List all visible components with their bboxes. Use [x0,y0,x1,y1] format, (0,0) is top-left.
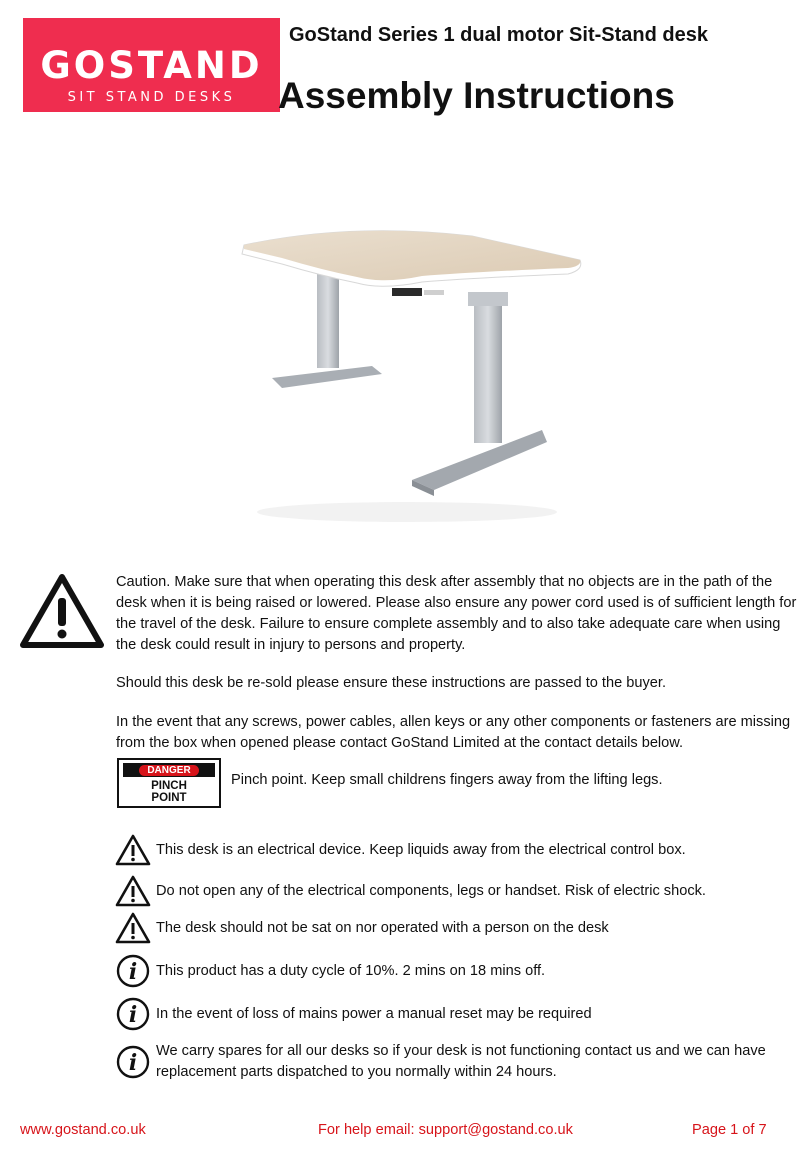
notice-text: We carry spares for all our desks so if your desk is not functioning contact us and we can have replacement parts dispatched to you normally within 24 hours. [156,1043,766,1080]
notice-manual-reset [115,997,592,1031]
notice-text: This desk is an electrical device. Keep liquids away from the electrical control box. [156,842,686,858]
notice-text: Do not open any of the electrical components, legs or handset. Risk of electric shock. [156,883,706,899]
warning-triangle-icon [115,912,151,944]
svg-text:i: i [128,1002,138,1028]
danger-line-2: POINT [151,792,187,804]
pinch-point-text: Pinch point. Keep small childrens fingers away from the lifting legs. [231,772,663,788]
danger-line-1: PINCH [151,780,187,792]
info-circle-icon [115,954,151,988]
caution-text: Caution. Make sure that when operating this desk after assembly that no objects are in the path of the desk when it is being raised or lowered. Please also ensure any power cord used is of sufficient length for the travel of the desk. Failure to ensure complete assembly and to also take adequate care when using the desk could result in injury to persons and property. [116,574,797,653]
notice-text: The desk should not be sat on nor operated with a person on the desk [156,920,609,936]
desk-photo [172,150,642,550]
notice-text: In the event of loss of mains power a manual reset may be required [156,1006,592,1022]
notice-sitting [115,912,609,944]
resold-text: Should this desk be re-sold please ensure these instructions are passed to the buyer. [116,675,667,691]
gostand-logo [23,18,280,112]
notice-electrical [115,834,686,866]
missing-parts-text: In the event that any screws, power cables, allen keys or any other components or fasteners are missing from the box when opened please contact GoStand Limited at the contact details below. [116,714,791,751]
footer-help-email[interactable]: For help email: support@gostand.co.uk [318,1122,573,1138]
svg-text:i: i [128,1050,138,1076]
danger-pinch-point-sign [117,758,221,808]
document-subtitle: GoStand Series 1 dual motor Sit-Stand desk [289,24,708,46]
info-circle-icon [115,1045,151,1079]
document-title: Assembly Instructions [278,75,675,116]
notice-spares [115,1041,786,1083]
svg-text:i: i [128,959,138,985]
logo-tagline: SIT STAND DESKS [67,90,236,105]
logo-word: GOSTAND [40,44,263,87]
footer-website-link[interactable]: www.gostand.co.uk [20,1122,146,1138]
warning-triangle-icon [115,875,151,907]
warning-triangle-icon [115,834,151,866]
notice-text: This product has a duty cycle of 10%. 2 mins on 18 mins off. [156,963,546,979]
notice-duty-cycle [115,954,545,988]
footer-page-number: Page 1 of 7 [692,1122,767,1138]
warning-triangle-icon [20,574,104,648]
info-circle-icon [115,997,151,1031]
notice-shock [115,875,706,907]
danger-label: DANGER [139,765,198,776]
